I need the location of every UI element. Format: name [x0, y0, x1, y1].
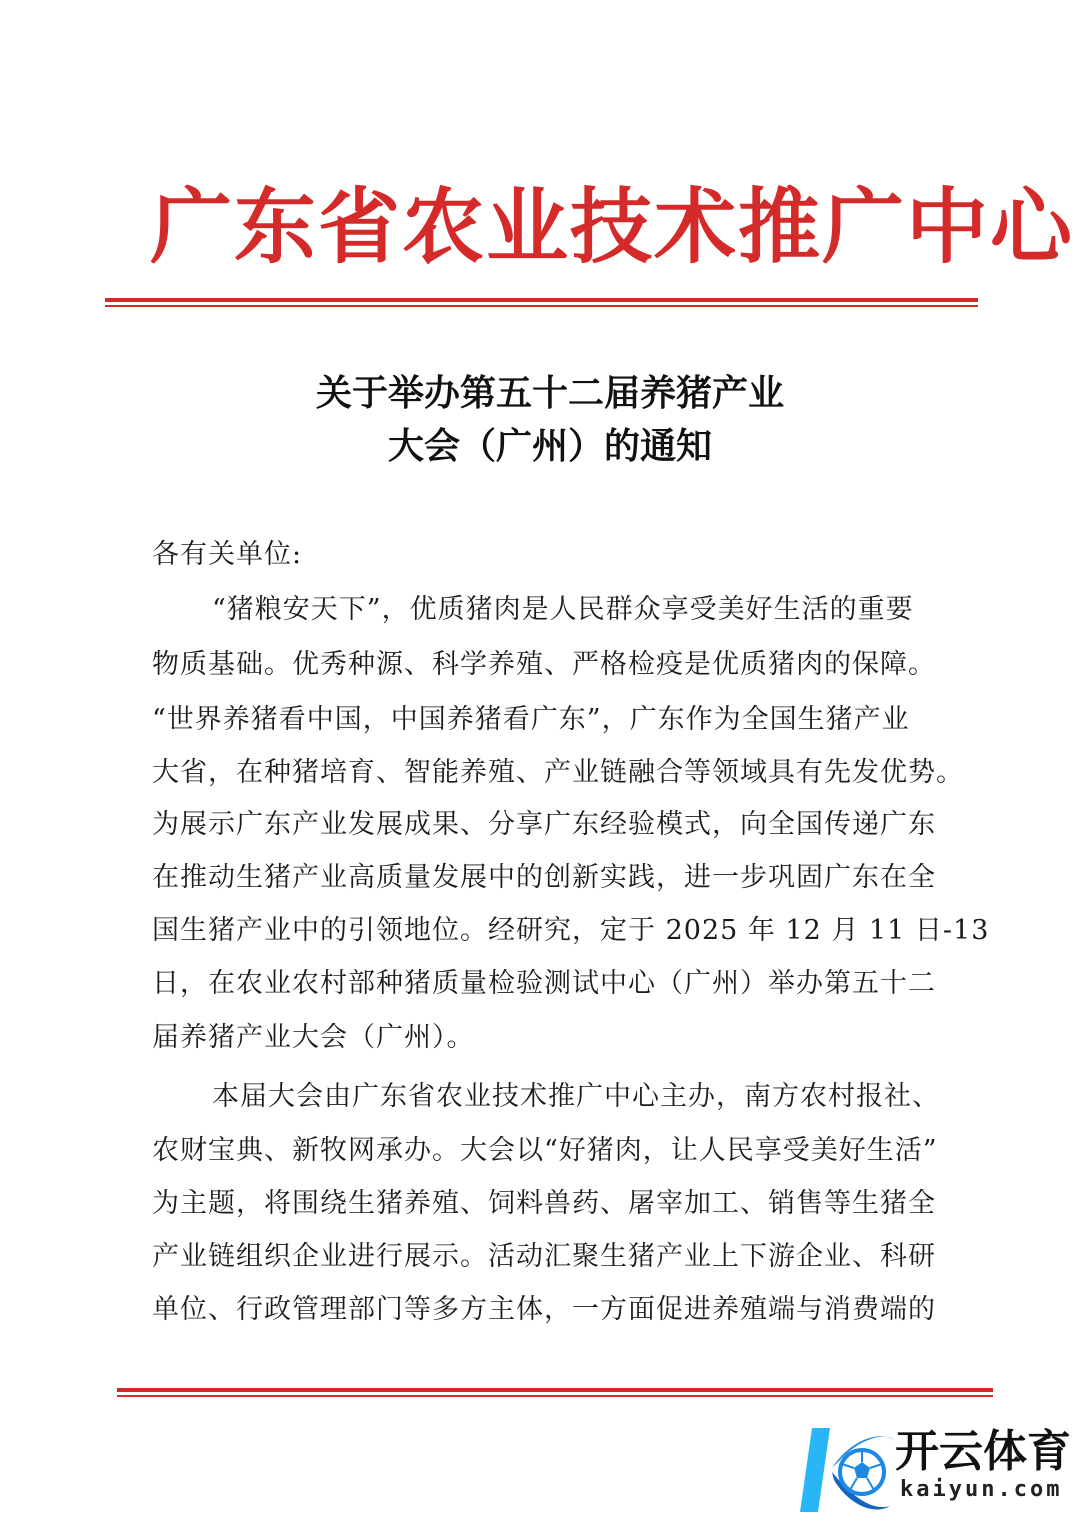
footer-red-rule: [117, 1388, 993, 1392]
footer-red-rule-thin: [117, 1395, 993, 1397]
salutation: 各有关单位:: [152, 539, 303, 570]
watermark: [790, 1420, 1070, 1520]
paragraph-1-line: 物质基础。优秀种源、科学养殖、严格检疫是优质猪肉的保障。: [152, 649, 936, 680]
paragraph-1-line: 日，在农业农村部种猪质量检验测试中心（广州）举办第五十二: [152, 968, 936, 999]
masthead-red-rule-thin: [105, 305, 978, 307]
masthead-title: 广东省农业技术推广中心: [150, 180, 1075, 275]
paragraph-1-line: “世界养猪看中国，中国养猪看广东”，广东作为全国生猪产业: [152, 704, 910, 735]
masthead-red-rule: [105, 298, 978, 302]
document-title-line-2: 大会（广州）的通知: [387, 425, 712, 467]
paragraph-1-line: 届养猪产业大会（广州）。: [152, 1022, 475, 1053]
paragraph-1-line: 国生猪产业中的引领地位。经研究，定于 2025 年 12 月 11 日-13: [152, 915, 990, 946]
paragraph-1-line: “猪粮安天下”，优质猪肉是人民群众享受美好生活的重要: [212, 594, 914, 625]
document-title-line-1: 关于举办第五十二届养猪产业: [315, 372, 784, 414]
soccer-ball-k-logo-icon: [790, 1420, 900, 1520]
paragraph-2-line: 农财宝典、新牧网承办。大会以“好猪肉，让人民享受美好生活”: [152, 1135, 938, 1166]
paragraph-1-line: 大省，在种猪培育、智能养殖、产业链融合等领域具有先发优势。: [152, 757, 964, 788]
watermark-domain: kaiyun.com: [900, 1477, 1063, 1502]
paragraph-2-line: 产业链组织企业进行展示。活动汇聚生猪产业上下游企业、科研: [152, 1241, 936, 1272]
paragraph-2-line: 单位、行政管理部门等多方主体，一方面促进养殖端与消费端的: [152, 1294, 936, 1325]
watermark-brand-name: 开云体育: [895, 1426, 1071, 1477]
paragraph-1-line: 为展示广东产业发展成果、分享广东经验模式，向全国传递广东: [152, 809, 936, 840]
paragraph-2-line: 为主题，将围绕生猪养殖、饲料兽药、屠宰加工、销售等生猪全: [152, 1188, 936, 1219]
paragraph-1-line: 在推动生猪产业高质量发展中的创新实践，进一步巩固广东在全: [152, 862, 936, 893]
paragraph-2-line: 本届大会由广东省农业技术推广中心主办，南方农村报社、: [212, 1081, 940, 1112]
